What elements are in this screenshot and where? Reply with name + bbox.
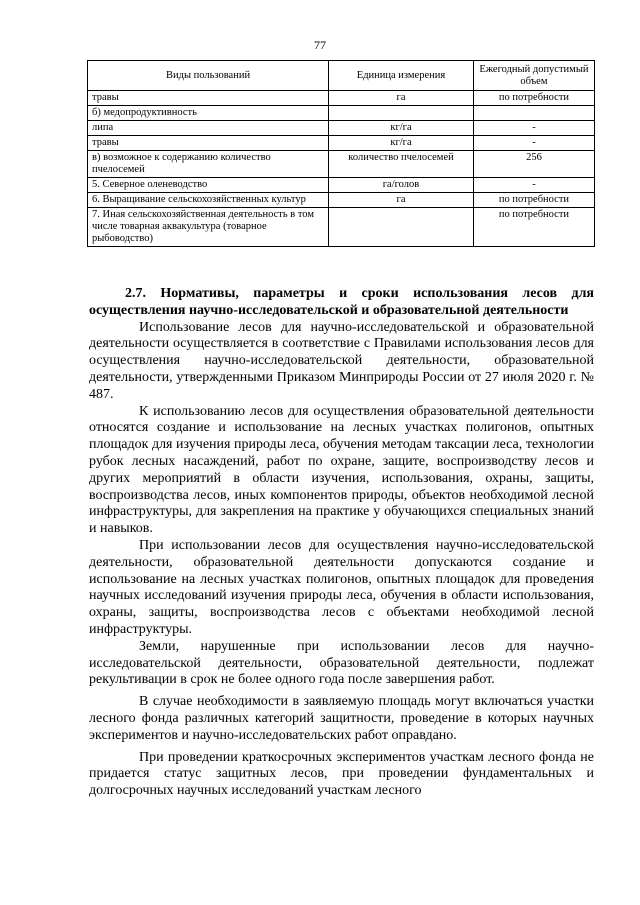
cell-unit: га/голов (329, 178, 474, 193)
cell-usage-type: 6. Выращивание сельскохозяйственных культур (88, 193, 329, 208)
table-header-row (88, 61, 595, 91)
paragraph: При проведении краткосрочных экспериментов участкам лесного фонда не придается статус защитных лесов, при проведении фундаментальных и долгосрочных научных исследований участкам лесного (89, 749, 594, 799)
cell-annual-volume: 256 (473, 151, 594, 178)
cell-annual-volume: - (473, 178, 594, 193)
paragraph: Использование лесов для научно-исследовательской и образовательной деятельности осуществляется в соответствие с Правилами использования лесов для осуществления научно-исследовательской деятельности, образовательной деятельности, утвержденными Приказом Минприроды России от 27 июля 2020 г. № 487. (89, 319, 594, 402)
cell-unit: га (329, 193, 474, 208)
cell-annual-volume: - (473, 121, 594, 136)
cell-usage-type: липа (88, 121, 329, 136)
cell-usage-type: 7. Иная сельскохозяйственная деятельность в том числе товарная аквакультура (товарное рыбоводство) (88, 208, 329, 247)
section-heading: 2.7. Нормативы, параметры и сроки использования лесов для осуществления научно-исследовательской и образовательной деятельности (89, 286, 594, 318)
paragraph: При использовании лесов для осуществления научно-исследовательской деятельности, образовательной деятельности допускаются создание и использование на лесных участках полигонов, опытных площадок для проведения научных исследований изучения природы леса, обучения в области использования, охраны, защиты, воспроизводства лесов с объектами необходимой лесной инфраструктуры. (89, 537, 594, 637)
paragraph: В случае необходимости в заявляемую площадь могут включаться участки лесного фонда различных категорий защитности, проведение в которых научных экспериментов и научно-исследовательских работ оправдано. (89, 694, 594, 743)
section-content (89, 286, 594, 800)
column-header-annual-volume: Ежегодный допустимый объем (473, 61, 594, 91)
forest-usage-table (87, 60, 595, 247)
cell-usage-type: б) медопродуктивность (88, 106, 329, 121)
paragraph: Земли, нарушенные при использовании лесов для научно-исследовательской деятельности, образовательной деятельности, подлежат рекультивации в срок не более одного года после завершения работ. (89, 638, 594, 688)
cell-annual-volume: по потребности (473, 91, 594, 106)
table-row (88, 121, 595, 136)
table-row (88, 193, 595, 208)
cell-unit: количество пчелосемей (329, 151, 474, 178)
cell-annual-volume: по потребности (473, 208, 594, 247)
table-row (88, 136, 595, 151)
table-row (88, 208, 595, 247)
cell-annual-volume: по потребности (473, 193, 594, 208)
cell-usage-type: травы (88, 91, 329, 106)
cell-annual-volume: - (473, 136, 594, 151)
cell-unit (329, 106, 474, 121)
table-row (88, 91, 595, 106)
page-number: 77 (314, 38, 326, 52)
cell-annual-volume (473, 106, 594, 121)
cell-unit (329, 208, 474, 247)
cell-usage-type: травы (88, 136, 329, 151)
table-body (88, 91, 595, 247)
cell-unit: кг/га (329, 136, 474, 151)
table-row (88, 178, 595, 193)
table-row (88, 106, 595, 121)
cell-unit: га (329, 91, 474, 106)
cell-usage-type: 5. Северное оленеводство (88, 178, 329, 193)
cell-unit: кг/га (329, 121, 474, 136)
table-row (88, 151, 595, 178)
paragraph: К использованию лесов для осуществления образовательной деятельности относятся создание и использование на лесных участках полигонов, опытных площадок для изучения природы леса, обучения методам таксации леса, технологии рубок лесных насаждений, работ по охране, защите, воспроизводству лесов и других мероприятий в области изучения, использования, охраны, защиты, воспроизводства лесов, иных компонентов природы, объектов необходимой лесной инфраструктуры, для закрепления на практике у обучающихся специальных знаний и навыков. (89, 403, 594, 537)
cell-usage-type: в) возможное к содержанию количество пчелосемей (88, 151, 329, 178)
column-header-usage-type: Виды пользований (88, 61, 329, 91)
column-header-unit: Единица измерения (329, 61, 474, 91)
